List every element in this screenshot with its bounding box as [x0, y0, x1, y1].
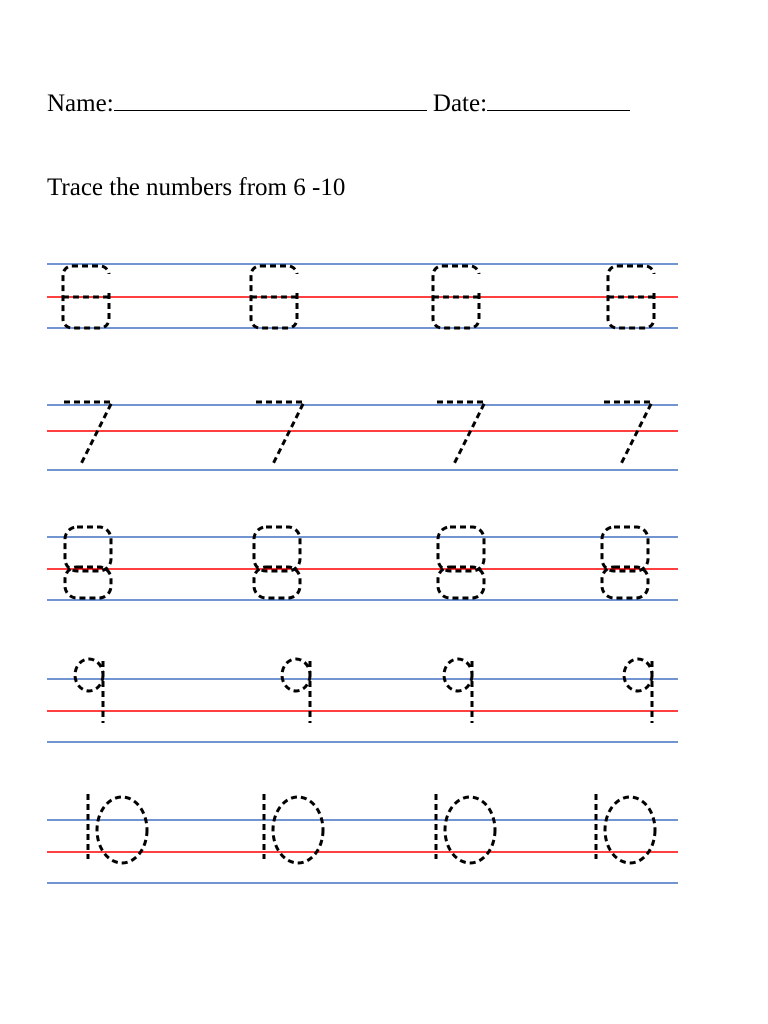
digit-6-gap: [475, 274, 483, 293]
digit-7-stroke: [256, 402, 304, 466]
digit-7-stroke: [604, 402, 652, 466]
trace-row-9: [47, 659, 678, 742]
digit-8-upper: [254, 527, 300, 571]
digit-0-loop: [605, 797, 655, 863]
instruction-text: Trace the numbers from 6 -10: [47, 174, 346, 201]
traceable-digit-7: [256, 402, 304, 466]
trace-row-7: [47, 402, 678, 470]
traceable-digit-9: [282, 659, 310, 723]
digit-9-loop: [75, 659, 103, 691]
digit-0-loop: [445, 797, 495, 863]
traceable-digit-9: [624, 659, 652, 723]
digit-9-loop: [444, 659, 472, 691]
digit-9-loop: [282, 659, 310, 691]
digit-6-gap: [650, 274, 658, 293]
traceable-digit-9: [444, 659, 472, 723]
trace-row-10: [47, 794, 678, 883]
traceable-digit-7: [64, 402, 112, 466]
digit-0-loop: [273, 797, 323, 863]
digit-8-upper: [65, 527, 111, 571]
digit-7-stroke: [437, 402, 485, 466]
digit-6-gap: [293, 274, 301, 293]
name-label: Name:: [47, 90, 114, 117]
trace-row-8: [47, 527, 678, 600]
digit-8-upper: [602, 527, 648, 571]
date-label: Date:: [432, 90, 488, 117]
digit-7-stroke: [64, 402, 112, 466]
digit-9-loop: [624, 659, 652, 691]
digit-8-upper: [438, 527, 484, 571]
traceable-digit-7: [437, 402, 485, 466]
trace-row-6: [47, 264, 678, 328]
traceable-digit-9: [75, 659, 103, 723]
digit-6-gap: [105, 274, 113, 293]
digit-0-loop: [97, 797, 147, 863]
traceable-digit-7: [604, 402, 652, 466]
